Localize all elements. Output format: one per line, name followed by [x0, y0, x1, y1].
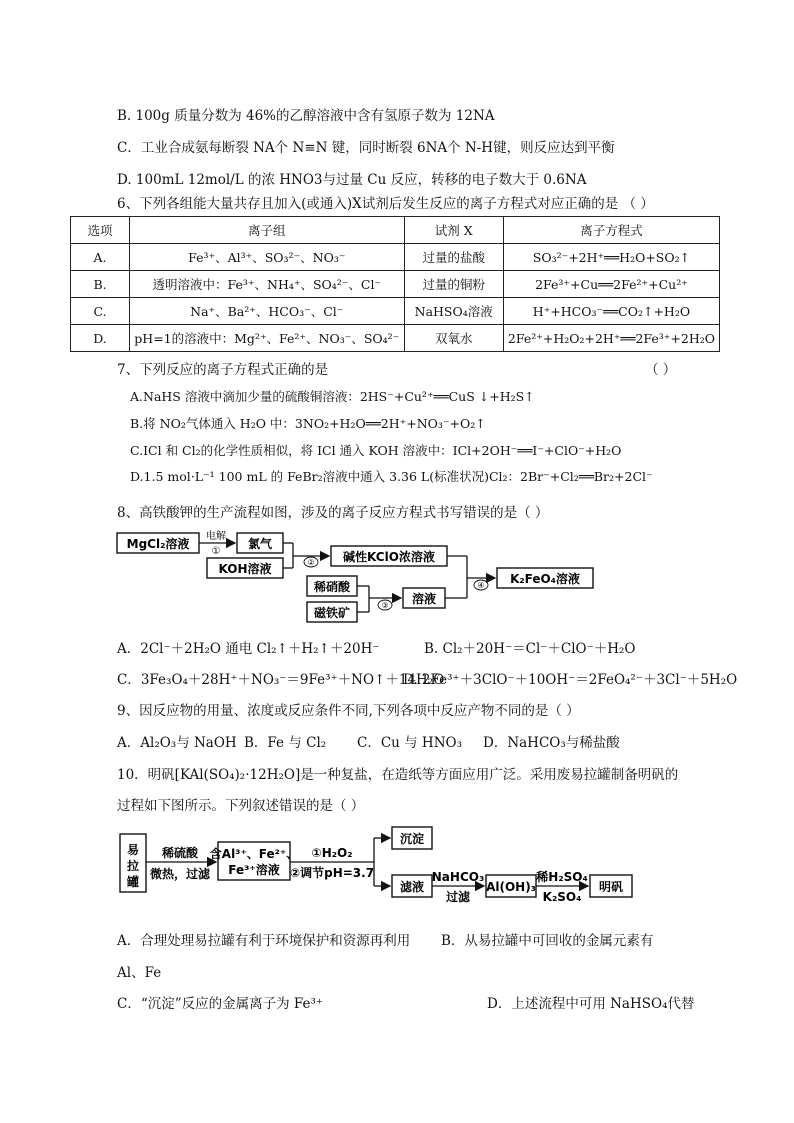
- row-c-ions: Na⁺、Ba²⁺、HCO₃⁻、Cl⁻: [130, 298, 404, 325]
- table-row: [71, 271, 720, 298]
- q10-stem-line1: 10．明矾[KAl(SO₄)₂·12H₂O]是一种复盐，在造纸等方面应用广泛。采用废易拉罐制备明矾的: [117, 767, 679, 783]
- contains-line2: Fe³⁺溶液: [228, 863, 280, 877]
- q10-option-d: D．上述流程中可用 NaHSO₄代替: [487, 996, 695, 1012]
- q9-option-d: D．NaHCO₃与稀盐酸: [483, 735, 620, 751]
- step2-label: ②: [307, 558, 315, 567]
- q10-stem-line2: 过程如下图所示。下列叙述错误的是（ ）: [117, 798, 365, 814]
- row-b-ions: 透明溶液中：Fe³⁺、NH₄⁺、SO₄²⁻、Cl⁻: [130, 271, 404, 298]
- table-row: [71, 325, 720, 352]
- q10-option-c: C．“沉淀”反应的金属离子为 Fe³⁺: [117, 996, 324, 1012]
- row-a-ions: Fe³⁺、Al³⁺、SO₃²⁻、NO₃⁻: [130, 244, 404, 271]
- aloh3-label: Al(OH)₃: [486, 880, 536, 894]
- koh-label: KOH溶液: [218, 562, 272, 576]
- magnetite-label: 磁铁矿: [313, 606, 351, 620]
- row-a-equation: SO₃²⁻+2H⁺══H₂O+SO₂↑: [503, 244, 719, 271]
- chlorine-label: 氯气: [247, 537, 273, 551]
- prev-option-b: B. 100g 质量分数为 46%的乙醇溶液中含有氢原子数为 12NA: [117, 108, 495, 124]
- row-c-reagent: NaHSO₄溶液: [404, 298, 503, 325]
- prev-option-c: C．工业合成氨每断裂 NA个 N≡N 键，同时断裂 6NA个 N-H键，则反应达到平衡: [117, 140, 615, 156]
- q7-option-b: B.将 NO₂气体通入 H₂O 中：3NO₂+H₂O══2H⁺+NO₃⁻+O₂↑: [130, 416, 486, 431]
- k2so4-label: K₂SO₄: [542, 890, 582, 904]
- q10-option-a: A．合理处理易拉罐有利于环境保护和资源再利用: [117, 933, 411, 949]
- solution-label: 溶液: [411, 592, 437, 606]
- q8-option-c: C．3Fe₃O₄＋28H⁺＋NO₃⁻＝9Fe³⁺＋NO↑＋14H₂O: [117, 672, 445, 688]
- row-d-reagent: 双氧水: [404, 325, 503, 352]
- q7-stem: 7、下列反应的离子方程式正确的是: [117, 362, 329, 378]
- can-char-3: 罐: [126, 875, 140, 889]
- mgcl2-label: MgCl₂溶液: [126, 537, 190, 551]
- row-b-reagent: 过量的铜粉: [404, 271, 503, 298]
- q6-stem: 6、下列各组能大量共存且加入(或通入)X试剂后发生反应的离子方程式对应正确的是 （ ）: [117, 196, 654, 212]
- q9-option-c: C．Cu 与 HNO₃: [357, 735, 463, 751]
- q9-option-a: A．Al₂O₃与 NaOH: [117, 735, 237, 751]
- acid-label: 稀硫酸: [161, 846, 199, 860]
- row-d-ions: pH=1的溶液中：Mg²⁺、Fe²⁺、NO₃⁻、SO₄²⁻: [130, 325, 404, 352]
- q9-option-b: B．Fe 与 Cl₂: [244, 735, 327, 751]
- nahco3-label: NaHCO₃: [431, 870, 485, 884]
- filtrate-label: 滤液: [399, 880, 425, 894]
- prev-option-d: D. 100mL 12mol/L 的浓 HNO3与过量 Cu 反应，转移的电子数大于 0.6NA: [117, 172, 587, 188]
- kclo-label: 碱性KClO浓溶液: [343, 550, 435, 564]
- q8-option-d: D. 2Fe³⁺＋3ClO⁻＋10OH⁻＝2FeO₄²⁻＋3Cl⁻＋5H₂O: [403, 672, 738, 688]
- step-ph-label: ②调节pH=3.7: [289, 866, 375, 880]
- row-c-equation: H⁺+HCO₃⁻══CO₂↑+H₂O: [503, 298, 719, 325]
- h2so4-label: 稀H₂SO₄: [536, 870, 588, 884]
- step-h2o2-label: ①H₂O₂: [311, 846, 353, 860]
- filter-label: 过滤: [445, 890, 471, 904]
- header-option: 选项: [71, 217, 130, 244]
- q9-stem: 9、因反应物的用量、浓度或反应条件不同,下列各项中反应产物不同的是（ ）: [117, 703, 580, 719]
- q7-option-c: C.ICl 和 Cl₂的化学性质相似，将 ICl 通入 KOH 溶液中：ICl+2OH⁻══I⁻+ClO⁻+H₂O: [130, 443, 622, 458]
- row-c-label: C.: [71, 298, 130, 325]
- heat-filter-label: 微热，过滤: [149, 867, 211, 881]
- q7-option-d: D.1.5 mol·L⁻¹ 100 mL 的 FeBr₂溶液中通入 3.36 L(标准状况)Cl₂：2Br⁻+Cl₂══Br₂+2Cl⁻: [130, 469, 653, 484]
- step3-label: ③: [381, 601, 389, 610]
- q7-option-a: A.NaHS 溶液中滴加少量的硫酸铜溶液：2HS⁻+Cu²⁺══CuS ↓+H₂S↑: [130, 389, 535, 404]
- row-b-equation: 2Fe³⁺+Cu══2Fe²⁺+Cu²⁺: [503, 271, 719, 298]
- q10-flowchart: [118, 824, 643, 910]
- q6-table: [70, 216, 720, 352]
- q10-option-b: B．从易拉罐中可回收的金属元素有: [441, 933, 654, 949]
- q8-option-b: B. Cl₂＋20H⁻＝Cl⁻＋ClO⁻＋H₂O: [424, 641, 636, 657]
- step1-label: ①: [211, 546, 221, 557]
- hno3-label: 稀硝酸: [313, 580, 351, 594]
- header-equation: 离子方程式: [503, 217, 719, 244]
- table-header-row: [71, 217, 720, 244]
- header-ion-group: 离子组: [130, 217, 404, 244]
- precipitate-label: 沉淀: [399, 832, 425, 846]
- q8-stem: 8、高铁酸钾的生产流程如图，涉及的离子反应方程式书写错误的是（ ）: [117, 505, 549, 521]
- row-a-label: A.: [71, 244, 130, 271]
- q8-option-a: A．2Cl⁻＋2H₂O 通电 Cl₂↑＋H₂↑＋20H⁻: [117, 641, 380, 657]
- row-d-label: D.: [71, 325, 130, 352]
- table-row: [71, 244, 720, 271]
- electrolysis-label: 电解: [206, 531, 226, 542]
- row-b-label: B.: [71, 271, 130, 298]
- step4-label: ④: [477, 581, 485, 590]
- can-char-1: 易: [126, 843, 140, 857]
- table-row: [71, 298, 720, 325]
- can-char-2: 拉: [126, 859, 140, 873]
- row-d-equation: 2Fe²⁺+H₂O₂+2H⁺══2Fe³⁺+2H₂O: [503, 325, 719, 352]
- product-label: K₂FeO₄溶液: [510, 572, 580, 586]
- q8-flowchart: [115, 528, 605, 624]
- header-reagent: 试剂 X: [404, 217, 503, 244]
- row-a-reagent: 过量的盐酸: [404, 244, 503, 271]
- q7-bracket: （ ）: [645, 362, 677, 378]
- contains-line1: 含Al³⁺、Fe²⁺、: [209, 847, 299, 861]
- q10-option-b-cont: Al、Fe: [117, 965, 162, 981]
- alum-label: 明矾: [598, 880, 624, 894]
